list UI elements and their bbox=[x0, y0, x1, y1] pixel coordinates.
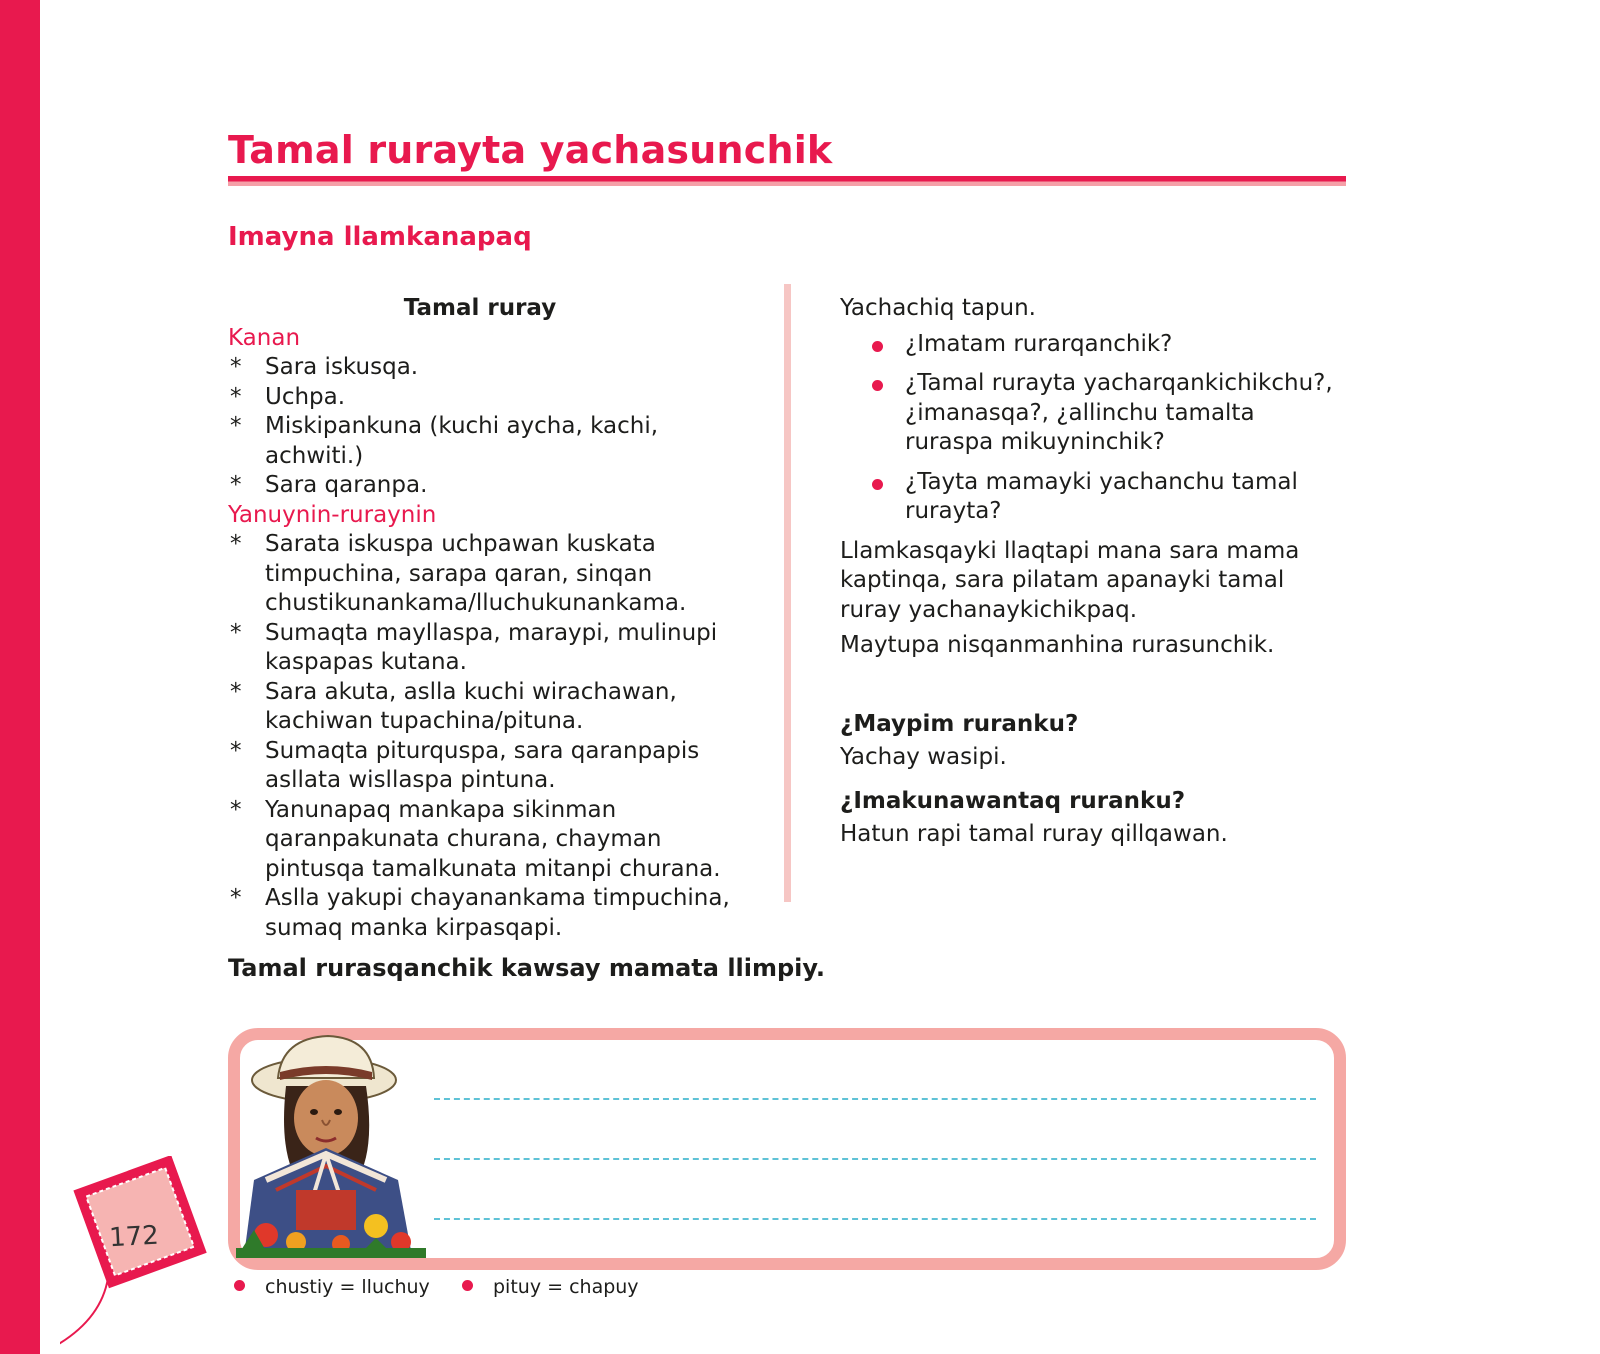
intro-text: Yachachiq tapun. bbox=[840, 295, 1036, 321]
list-item: * Miskipankuna (kuchi aycha, kachi, achwiti.) bbox=[228, 412, 758, 471]
list-item: ¿Tamal rurayta yacharqankichikchu?, ¿imanasqa?, ¿allinchu tamalta ruraspa mikuyninchik? bbox=[840, 369, 1350, 458]
questions-column bbox=[840, 294, 1350, 850]
question-list bbox=[840, 330, 1350, 527]
recipe-column bbox=[228, 294, 758, 943]
list-item: * Sara qaranpa. bbox=[228, 471, 758, 501]
list-item: ¿Imatam rurarqanchik? bbox=[840, 330, 1350, 360]
left-color-band bbox=[0, 0, 40, 1354]
title-underline bbox=[228, 176, 1346, 186]
list-item: * Sarata iskuspa uchpawan kuskata timpuchina, sarapa qaran, sinqan chustikunankama/lluchukunankama. bbox=[228, 530, 758, 619]
ingredients-label: Kanan bbox=[228, 324, 301, 351]
list-item: ¿Tayta mamayki yachanchu tamal rurayta? bbox=[840, 468, 1350, 527]
question-heading: ¿Imakunawantaq ruranku? bbox=[840, 787, 1186, 814]
list-item: * Yanunapaq mankapa sikinman qaranpakunata churana, chayman pintusqa tamalkunata mitanpi churana. bbox=[228, 796, 758, 885]
steps-list bbox=[228, 530, 758, 943]
list-item: * Aslla yakupi chayanankama timpuchina, sumaq manka kirpasqapi. bbox=[228, 884, 758, 943]
question-heading: ¿Maypim ruranku? bbox=[840, 710, 1079, 737]
ingredients-list bbox=[228, 353, 758, 501]
glossary-item bbox=[234, 1276, 430, 1298]
activity-instruction: Tamal rurasqanchik kawsay mamata llimpiy. bbox=[228, 954, 825, 982]
paragraph: Llamkasqayki llaqtapi mana sara mama kaptinqa, sara pilatam apanayki tamal ruray yachanaykichikpaq. bbox=[840, 537, 1300, 623]
list-item: * Sara iskusqa. bbox=[228, 353, 758, 383]
glossary-text: pituy = chapuy bbox=[493, 1276, 639, 1298]
page-number: 172 bbox=[108, 1220, 160, 1254]
glossary-text: chustiy = lluchuy bbox=[265, 1276, 430, 1298]
bullet-icon bbox=[462, 1280, 473, 1291]
list-item: * Sumaqta piturquspa, sara qaranpapis asllata wisllaspa pintuna. bbox=[228, 737, 758, 796]
section-heading: Imayna llamkanapaq bbox=[228, 222, 532, 252]
writing-line[interactable] bbox=[434, 1218, 1316, 1220]
answer-text: Yachay wasipi. bbox=[840, 744, 1007, 770]
paragraph: Maytupa nisqanmanhina rurasunchik. bbox=[840, 632, 1275, 658]
page-title: Tamal rurayta yachasunchik bbox=[228, 128, 833, 172]
glossary-item bbox=[462, 1276, 639, 1298]
list-item: * Sumaqta mayllaspa, maraypi, mulinupi kaspapas kutana. bbox=[228, 619, 758, 678]
page-number-tag bbox=[60, 1156, 210, 1354]
list-item: * Sara akuta, aslla kuchi wirachawan, kachiwan tupachina/pituna. bbox=[228, 678, 758, 737]
writing-line[interactable] bbox=[434, 1098, 1316, 1100]
steps-label: Yanuynin-ruraynin bbox=[228, 501, 437, 528]
writing-line[interactable] bbox=[434, 1158, 1316, 1160]
bullet-icon bbox=[234, 1280, 245, 1291]
column-divider bbox=[784, 284, 791, 902]
recipe-title: Tamal ruray bbox=[403, 295, 557, 321]
answer-text: Hatun rapi tamal ruray qillqawan. bbox=[840, 821, 1228, 847]
girl-illustration bbox=[236, 1030, 426, 1258]
list-item: * Uchpa. bbox=[228, 383, 758, 413]
